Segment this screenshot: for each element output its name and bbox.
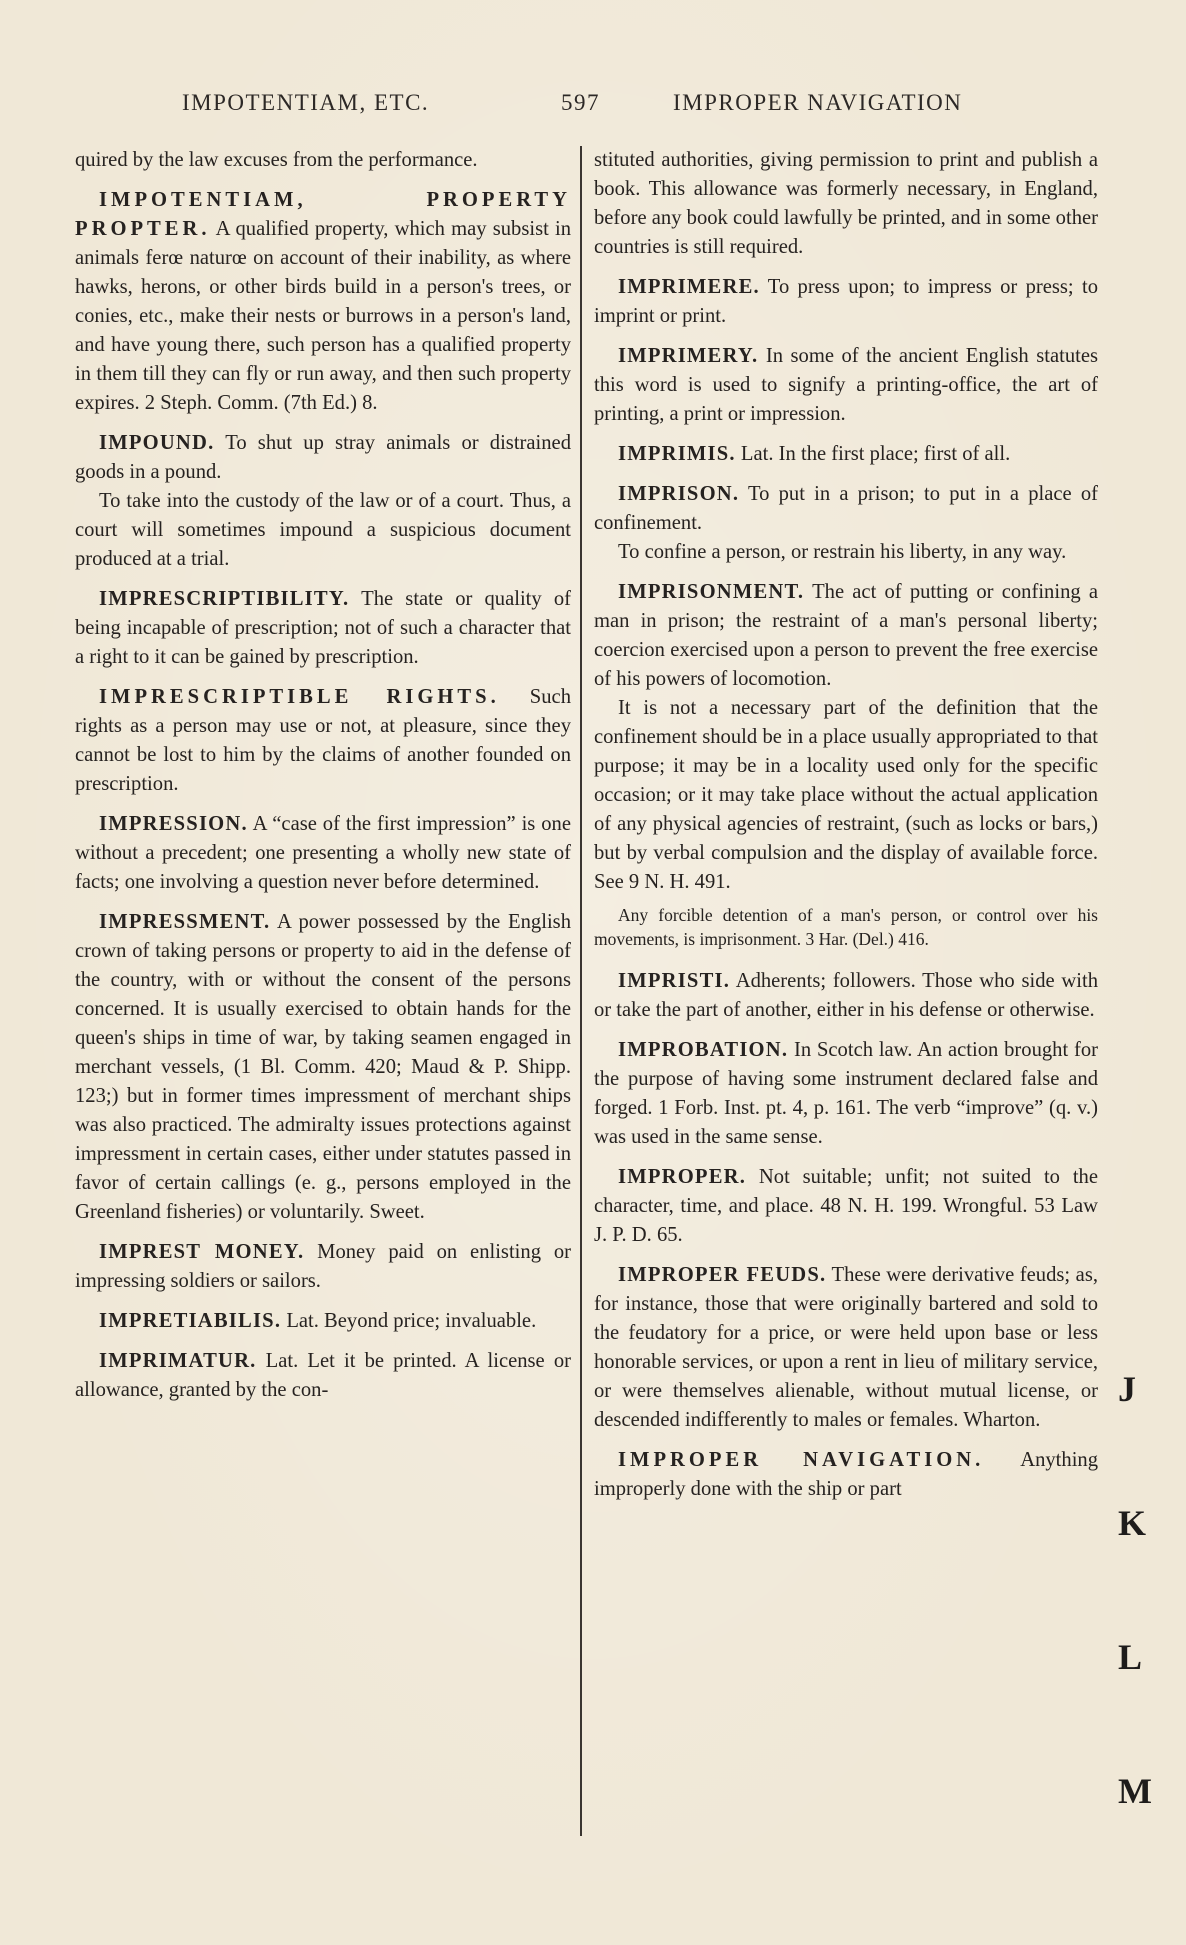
definition-paragraph: To confine a person, or restrain his liberty, in any way.: [618, 541, 1067, 563]
entry: [594, 342, 1098, 429]
headword: IMPROBATION.: [618, 1039, 789, 1061]
headword: IMPRISON.: [618, 483, 740, 505]
entry: [75, 186, 571, 418]
entry: [594, 1036, 1098, 1152]
definition: Not suitable; unfit; not suited to the character, time, and place. 48 N. H. 199. Wrongful. 53 Law J. P. D. 65.: [594, 1166, 1098, 1246]
headword: IMPROPER.: [618, 1166, 747, 1188]
headword: IMPRIMIS.: [618, 443, 736, 465]
entry: [594, 1261, 1098, 1435]
headword: IMPRESSION.: [99, 813, 248, 835]
definition: To shut up stray animals or distrained goods in a pound.: [75, 432, 571, 483]
definition-paragraph: To take into the custody of the law or of a court. Thus, a court will sometimes impound a suspicious document produced at a trial.: [75, 490, 571, 570]
running-head: [0, 90, 1186, 130]
entry: [75, 908, 571, 1227]
definition: Money paid on enlisting or impressing soldiers or sailors.: [75, 1241, 571, 1292]
headword: IMPRIMERY.: [618, 345, 759, 367]
definition: Lat. In the first place; first of all.: [735, 443, 1011, 465]
definition: A qualified property, which may subsist in animals ferœ naturœ on account of their inability, as where hawks, herons, or other birds build in a person's trees, or conies, etc., make their nests or burrows in a person's land, and have young there, such person has a qualified property in them till they can fly or run away, and then such property expires. 2 Steph. Comm. (7th Ed.) 8.: [75, 218, 571, 414]
entry: [75, 683, 571, 799]
entry: [75, 810, 571, 897]
page-number: 597: [561, 90, 600, 115]
thumb-index-letter-m: M: [1118, 1771, 1152, 1811]
definition: Anything improperly done with the ship or part: [594, 1449, 1099, 1500]
headword: IMPRISONMENT.: [618, 581, 805, 603]
entry: [75, 429, 571, 574]
definition: To put in a prison; to put in a place of confinement.: [594, 483, 1098, 534]
definition: The state or quality of being incapable of prescription; not of such a character that a right to it can be gained by prescription.: [75, 588, 571, 668]
definition: Lat. Beyond price; invaluable.: [281, 1310, 537, 1332]
definition: Lat. Let it be printed. A license or allowance, granted by the con-: [75, 1350, 571, 1401]
column-divider: [580, 146, 582, 1836]
definition: Adherents; followers. Those who side with or take the part of another, either in his defense or otherwise.: [594, 970, 1098, 1021]
headword: IMPROPER FEUDS.: [618, 1264, 827, 1286]
definition: A “case of the first impression” is one without a precedent; one presenting a wholly new state of facts; one involving a question never before determined.: [75, 813, 571, 893]
entry: [594, 440, 1098, 469]
entry: [594, 1446, 1098, 1504]
headword: IMPRESCRIPTIBLE RIGHTS.: [99, 686, 500, 708]
entry: [594, 1163, 1098, 1250]
headword: IMPRIMERE.: [618, 276, 760, 298]
entry: [75, 1238, 571, 1296]
entry: [594, 967, 1098, 1025]
headword: IMPRISTI.: [618, 970, 731, 992]
headword: IMPOUND.: [99, 432, 215, 454]
entry: [75, 1347, 571, 1405]
headword: IMPRESSMENT.: [99, 911, 271, 933]
definition: In some of the ancient English statutes this word is used to signify a printing-office, the art of printing, a print or impression.: [594, 345, 1098, 425]
definition: These were derivative feuds; as, for instance, those that were originally bartered and sold to the feudatory for a price, or were held upon base or less honorable services, or upon a rent in lieu of military service, or were themselves alienable, without mutual license, or descended indifferently to males or females. Wharton.: [594, 1264, 1098, 1431]
definition-paragraph: It is not a necessary part of the definition that the confinement should be in a place usually appropriated to that purpose; it may be in a locality used only for the specific occasion; or it may take place without the actual application of any physical agencies of restraint, (such as locks or bars,) but by verbal compulsion and the display of available force. See 9 N. H. 491.: [594, 697, 1098, 893]
right-column: [594, 146, 1098, 1515]
headword: IMPRETIABILIS.: [99, 1310, 282, 1332]
headword: IMPREST MONEY.: [99, 1241, 305, 1263]
thumb-index-letter-j: J: [1118, 1369, 1136, 1409]
headword: IMPROPER NAVIGATION.: [618, 1449, 985, 1471]
continuation-text: stituted authorities, giving permission to print and publish a book. This allowance was formerly necessary, in England, before any book could lawfully be printed, and in some other countries is still required.: [594, 149, 1098, 258]
header-left-guide-word: IMPOTENTIAM, ETC.: [182, 90, 430, 115]
definition: In Scotch law. An action brought for the purpose of having some instrument declared false and forged. 1 Forb. Inst. pt. 4, p. 161. The verb “improve” (q. v.) was used in the same sense.: [594, 1039, 1098, 1148]
thumb-index-letter-l: L: [1118, 1637, 1143, 1677]
entry: [75, 1307, 571, 1336]
definition: To press upon; to impress or press; to imprint or print.: [594, 276, 1098, 327]
entry: [594, 578, 1098, 951]
citation-note: Any forcible detention of a man's person, or control over his movements, is imprisonment. 3 Har. (Del.) 416.: [594, 905, 1098, 949]
definition: The act of putting or confining a man in prison; the restraint of a man's personal liberty; coercion exercised upon a person to prevent the free exercise of his powers of locomotion.: [594, 581, 1098, 690]
header-right-guide-word: IMPROPER NAVIGATION: [673, 90, 963, 115]
headword: IMPRIMATUR.: [99, 1350, 257, 1372]
left-column: [75, 146, 571, 1416]
definition: A power possessed by the English crown of taking persons or property to aid in the defense of the country, with or without the consent of the persons concerned. It is usually exercised to obtain hands for the queen's ships in time of war, by taking seamen engaged in merchant vessels, (1 Bl. Comm. 420; Maud & P. Shipp. 123;) but in former times impressment of merchant ships was also practiced. The admiralty issues protections against impressment in certain cases, either under statutes passed in favor of certain callings (e. g., persons employed in the Greenland fisheries) or voluntarily. Sweet.: [75, 911, 571, 1223]
thumb-index-letter-k: K: [1118, 1503, 1147, 1543]
definition: Such rights as a person may use or not, at pleasure, since they cannot be lost to him by the claims of another founded on prescription.: [75, 686, 571, 795]
entry: [594, 273, 1098, 331]
headword: IMPRESCRIPTIBILITY.: [99, 588, 350, 610]
headword: IMPOTENTIAM, PROPERTY PROPTER.: [75, 189, 571, 240]
continuation-text: quired by the law excuses from the performance.: [75, 149, 478, 171]
entry: [75, 585, 571, 672]
entry: [594, 480, 1098, 567]
